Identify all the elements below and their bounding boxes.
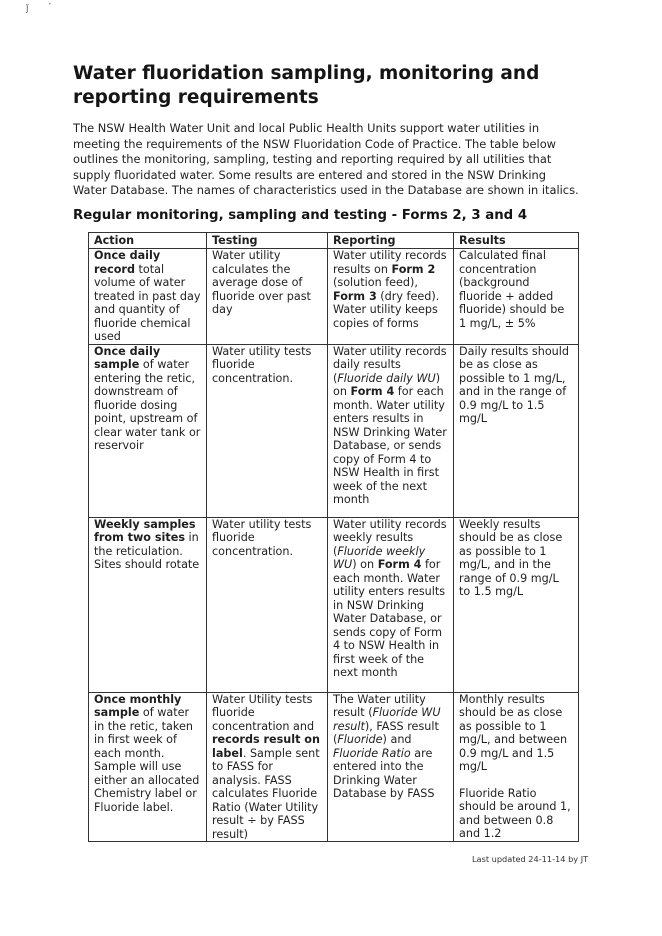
page-title: Water fluoridation sampling, monitoring and reporting requirements	[73, 63, 540, 108]
database-characteristic: Fluoride WU result	[333, 706, 441, 733]
reporting-text: are entered into the Drinking Water Database by FASS	[333, 746, 435, 800]
testing-text: . Sample sent to FASS for analysis. FASS calculates Fluoride Ratio (Water Utility result ÷ by FASS result)	[212, 746, 320, 841]
reporting-cell	[328, 344, 454, 517]
action-text: total volume of water treated in past day and quantity of fluoride chemical used	[94, 262, 201, 343]
reporting-text: The Water utility result (	[333, 692, 426, 719]
last-updated-note: Last updated 24-11-14 by JT	[472, 854, 589, 864]
reporting-text: for each month. Water utility enters results in NSW Drinking Water Database, or sends copy of Form 4 to NSW Health in first week of the next month	[333, 558, 446, 679]
action-text: of water in the retic, taken in first week of each month. Sample will use either an allocated Chemistry label or Fluoride label.	[94, 706, 200, 814]
reporting-form-ref: Form 4	[350, 385, 395, 398]
reporting-cell	[328, 692, 454, 842]
testing-cell: Water utility tests fluoride concentration.	[207, 344, 328, 517]
table-row	[89, 344, 579, 517]
reporting-cell	[328, 517, 454, 692]
action-cell	[89, 344, 207, 517]
table-row	[89, 249, 579, 345]
results-cell: Calculated final concentration (background fluoride + added fluoride) should be 1 mg/L, ± 5%	[454, 249, 579, 345]
paragraph-gap	[459, 774, 573, 787]
reporting-text: for each month. Water utility enters results in NSW Drinking Water Database, or sends copy of Form 4 to NSW Health in first week of the next month	[333, 385, 447, 506]
section-heading: Regular monitoring, sampling and testing - Forms 2, 3 and 4	[73, 208, 528, 223]
reporting-form-ref: Form 4	[377, 558, 422, 571]
results-cell: Weekly results should be as close as possible to 1 mg/L, and in the range of 0.9 mg/L to 1.5 mg/L	[454, 517, 579, 692]
header-reporting: Reporting	[328, 233, 454, 249]
reporting-text: (dry feed). Water utility keeps copies of forms	[333, 289, 440, 330]
testing-cell	[207, 692, 328, 842]
testing-cell: Water utility tests fluoride concentration.	[207, 517, 328, 692]
action-text: in the reticulation. Sites should rotate	[94, 531, 200, 571]
table-row	[89, 517, 579, 692]
scan-dot: •	[48, 1, 52, 8]
action-text: of water entering the retic, downstream of fluoride dosing point, upstream of clear water tank or reservoir	[94, 358, 201, 452]
results-cell: Daily results should be as close as possible to 1 mg/L, and in the range of 0.9 mg/L to 1.5 mg/L	[454, 344, 579, 517]
testing-cell: Water utility calculates the average dose of fluoride over past day	[207, 249, 328, 345]
database-characteristic: Fluoride daily WU	[337, 371, 436, 385]
reporting-text: Water utility records results on	[333, 249, 447, 276]
reporting-text: (solution feed),	[333, 276, 418, 289]
reporting-text: ) and	[382, 733, 412, 746]
testing-bold: records result on label	[212, 733, 320, 760]
action-cell	[89, 517, 207, 692]
header-testing: Testing	[207, 233, 328, 249]
reporting-cell	[328, 249, 454, 345]
action-cell	[89, 692, 207, 842]
testing-text: Water Utility tests fluoride concentration and	[212, 692, 315, 733]
reporting-form-ref: Form 3	[333, 289, 377, 303]
reporting-text: Water utility records daily results (	[333, 344, 447, 385]
reporting-text: Water utility records weekly results (	[333, 517, 447, 558]
reporting-text: ) on	[352, 558, 378, 571]
intro-paragraph: The NSW Health Water Unit and local Public Health Units support water utilities in meeting the requirements of the NSW Fluoridation Code of Practice. The table below outlines the monitoring, sampling, testing and reporting required by all utilities that supply fluoridated water. Some results are entered and stored in the NSW Drinking Water Database. The names of characteristics used in the Database are shown in italics.	[73, 121, 579, 198]
results-cell	[454, 692, 579, 842]
database-characteristic: Fluoride Ratio	[333, 746, 411, 760]
action-bold: Once daily record	[94, 249, 161, 276]
reporting-text: ) on	[333, 371, 441, 398]
header-results: Results	[454, 233, 579, 249]
action-bold: Once monthly sample	[94, 692, 182, 719]
action-bold: Weekly samples from two sites	[94, 517, 196, 544]
table-header-row	[89, 233, 579, 249]
database-characteristic: Fluoride	[337, 733, 383, 746]
requirements-table	[88, 232, 579, 842]
reporting-form-ref: Form 2	[391, 262, 436, 276]
table-row	[89, 692, 579, 842]
scan-mark: ǰ	[26, 4, 29, 14]
action-cell	[89, 249, 207, 345]
header-action: Action	[89, 233, 207, 249]
results-text: Monthly results should be as close as possible to 1 mg/L, and between 0.9 mg/L and 1.5 mg/L	[459, 692, 568, 773]
results-text: Fluoride Ratio should be around 1, and between 0.8 and 1.2	[459, 786, 571, 840]
reporting-text: ), FASS result (	[333, 719, 439, 746]
action-bold: Once daily sample	[94, 344, 161, 371]
database-characteristic: Fluoride weekly WU	[333, 544, 426, 571]
